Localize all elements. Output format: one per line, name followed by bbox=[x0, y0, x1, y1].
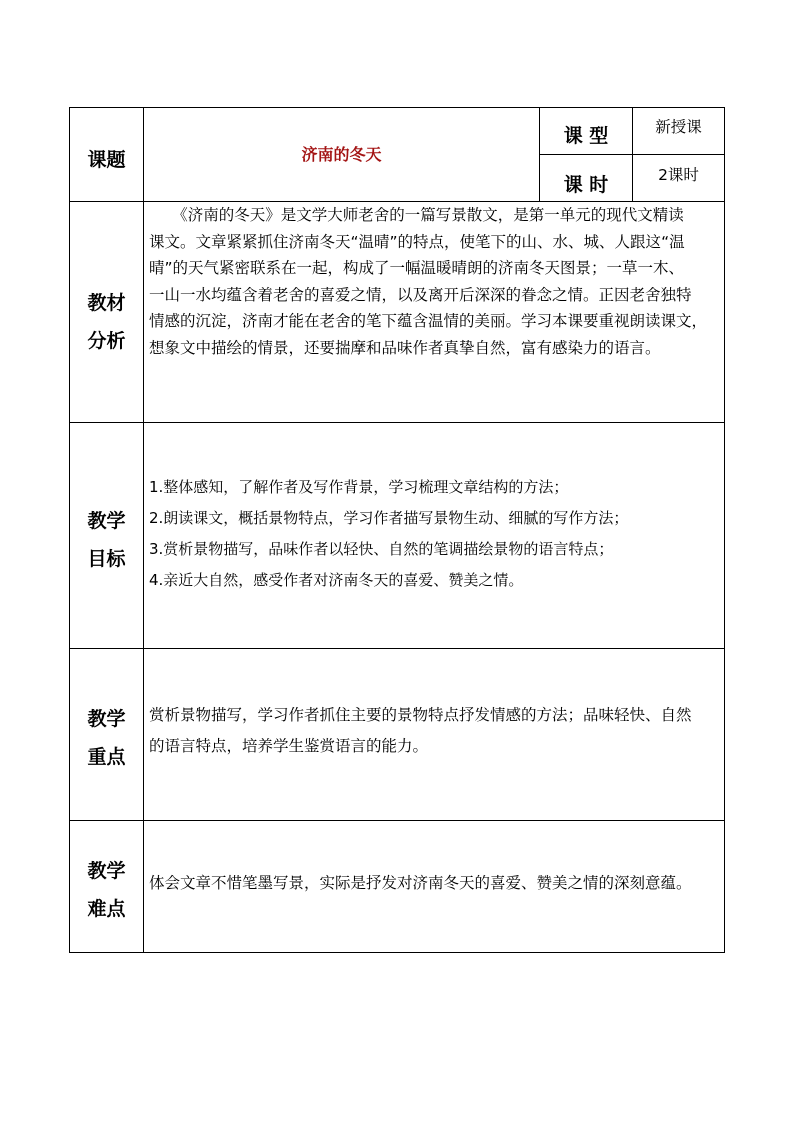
analysis-line: 想象文中描绘的情景，还要揣摩和品味作者真挚自然，富有感染力的语言。 bbox=[149, 338, 661, 357]
analysis-text bbox=[149, 202, 721, 361]
difficulties-label bbox=[70, 852, 143, 928]
course-title: 济南的冬天 bbox=[301, 145, 382, 164]
difficulties-label-line2: 难点 bbox=[87, 898, 126, 920]
objectives-label bbox=[70, 502, 143, 578]
row-divider-4 bbox=[69, 820, 725, 821]
key-points-label bbox=[70, 700, 143, 776]
analysis-label-line1: 教材 bbox=[87, 292, 126, 314]
difficulties-line: 体会文章不惜笔墨写景，实际是抒发对济南冬天的喜爱、赞美之情的深刻意蕴。 bbox=[149, 874, 692, 892]
analysis-label bbox=[70, 284, 143, 360]
course-type-value: 新授课 bbox=[655, 118, 702, 136]
analysis-line: 情感的沉淀，济南才能在老舍的笔下蕴含温情的美丽。学习本课要重视朗读课文， bbox=[149, 312, 708, 330]
class-hours-label: 课 时 bbox=[563, 174, 609, 196]
objectives-label-line1: 教学 bbox=[87, 510, 126, 532]
key-points-label-line1: 教学 bbox=[87, 708, 126, 730]
objectives-list bbox=[149, 472, 721, 596]
label-column-divider bbox=[143, 107, 144, 953]
row-divider-2 bbox=[69, 422, 725, 423]
difficulties-label-line1: 教学 bbox=[87, 860, 126, 882]
table-border-right bbox=[724, 107, 725, 953]
analysis-line: 《济南的冬天》是文学大师老舍的一篇写景散文，是第一单元的现代文精读 bbox=[149, 206, 684, 224]
analysis-line: 课文。文章紧紧抓住济南冬天“温晴”的特点，使笔下的山、水、城、人跟这“温 bbox=[149, 232, 685, 251]
objectives-label-line2: 目标 bbox=[87, 548, 126, 570]
analysis-label-line2: 分析 bbox=[87, 330, 126, 352]
analysis-line: 一山一水均蕴含着老舍的喜爱之情，以及离开后深深的眷念之情。正因老舍独特 bbox=[149, 285, 692, 304]
row-divider-3 bbox=[69, 648, 725, 649]
key-points-text bbox=[149, 700, 721, 762]
course-type-label: 课 型 bbox=[563, 125, 609, 147]
objective-item: 3.赏析景物描写，品味作者以轻快、自然的笔调描绘景物的语言特点； bbox=[149, 540, 614, 558]
course-title-label: 课题 bbox=[87, 149, 126, 171]
key-points-line: 赏析景物描写，学习作者抓住主要的景物特点抒发情感的方法；品味轻快、自然 bbox=[149, 706, 692, 724]
key-points-line: 的语言特点，培养学生鉴赏语言的能力。 bbox=[149, 737, 429, 755]
difficulties-text bbox=[149, 870, 721, 897]
table-border-bottom bbox=[69, 952, 725, 953]
key-points-label-line2: 重点 bbox=[87, 746, 126, 768]
table-border-top bbox=[69, 107, 725, 108]
class-hours-value: 2课时 bbox=[658, 166, 699, 184]
objective-item: 4.亲近大自然，感受作者对济南冬天的喜爱、赞美之情。 bbox=[149, 571, 524, 589]
analysis-line: 晴”的天气紧密联系在一起，构成了一幅温暖晴朗的济南冬天图景；一草一木、 bbox=[149, 259, 685, 277]
objective-item: 2.朗读课文，概括景物特点，学习作者描写景物生动、细腻的写作方法； bbox=[149, 509, 629, 527]
objective-item: 1.整体感知，了解作者及写作背景，学习梳理文章结构的方法； bbox=[149, 478, 569, 496]
